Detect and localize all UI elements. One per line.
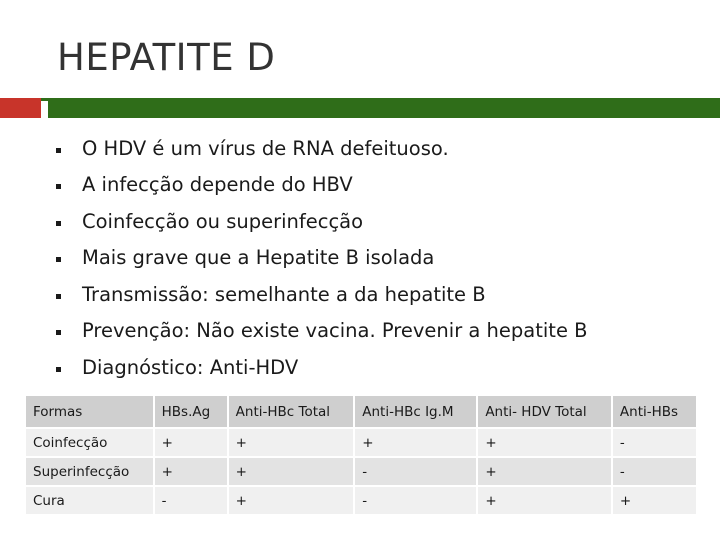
bullet-list [56,130,588,386]
table-row [26,486,697,515]
table-cell: + [477,486,612,515]
table-cell: + [154,428,228,457]
table-cell: Cura [26,486,154,515]
bullet-item [56,130,588,167]
table-cell: - [154,486,228,515]
table-cell: + [228,486,355,515]
bullet-text: Mais grave que a Hepatite B isolada [82,246,435,270]
bullet-item [56,349,588,386]
table-cell: - [354,486,477,515]
accent-red-block [0,98,41,118]
table-cell: + [228,457,355,486]
square-bullet-icon [56,367,61,372]
table-cell: - [612,428,697,457]
square-bullet-icon [56,330,61,335]
table-cell: + [228,428,355,457]
header-anti-hbc-igm: Anti-HBc Ig.M [354,396,477,428]
bullet-item [56,167,588,204]
square-bullet-icon [56,184,61,189]
table-header-row [26,396,697,428]
bullet-item [56,276,588,313]
table-cell: + [612,486,697,515]
bullet-text: Diagnóstico: Anti-HDV [82,355,299,379]
square-bullet-icon [56,294,61,299]
table-cell: Superinfecção [26,457,154,486]
table-row [26,457,697,486]
bullet-item [56,313,588,350]
bullet-item [56,203,588,240]
table-cell: - [612,457,697,486]
slide-title: HEPATITE D [57,36,276,79]
table-cell: + [477,428,612,457]
header-anti-hbs: Anti-HBs [612,396,697,428]
bullet-text: O HDV é um vírus de RNA defeituoso. [82,136,449,160]
header-anti-hdv-total: Anti- HDV Total [477,396,612,428]
header-hbsag: HBs.Ag [154,396,228,428]
bullet-item [56,240,588,277]
square-bullet-icon [56,221,61,226]
table-cell: + [354,428,477,457]
accent-green-bar [48,101,720,118]
table-cell: - [354,457,477,486]
bullet-text: Coinfecção ou superinfecção [82,209,364,233]
table-cell: Coinfecção [26,428,154,457]
bullet-text: Transmissão: semelhante a da hepatite B [82,282,486,306]
square-bullet-icon [56,257,61,262]
serology-table [26,396,698,516]
bullet-text: Prevenção: Não existe vacina. Prevenir a hepatite B [82,319,588,343]
table-cell: + [154,457,228,486]
header-anti-hbc-total: Anti-HBc Total [228,396,355,428]
square-bullet-icon [56,148,61,153]
bullet-text: A infecção depende do HBV [82,173,353,197]
header-formas: Formas [26,396,154,428]
table-row [26,428,697,457]
table-cell: + [477,457,612,486]
